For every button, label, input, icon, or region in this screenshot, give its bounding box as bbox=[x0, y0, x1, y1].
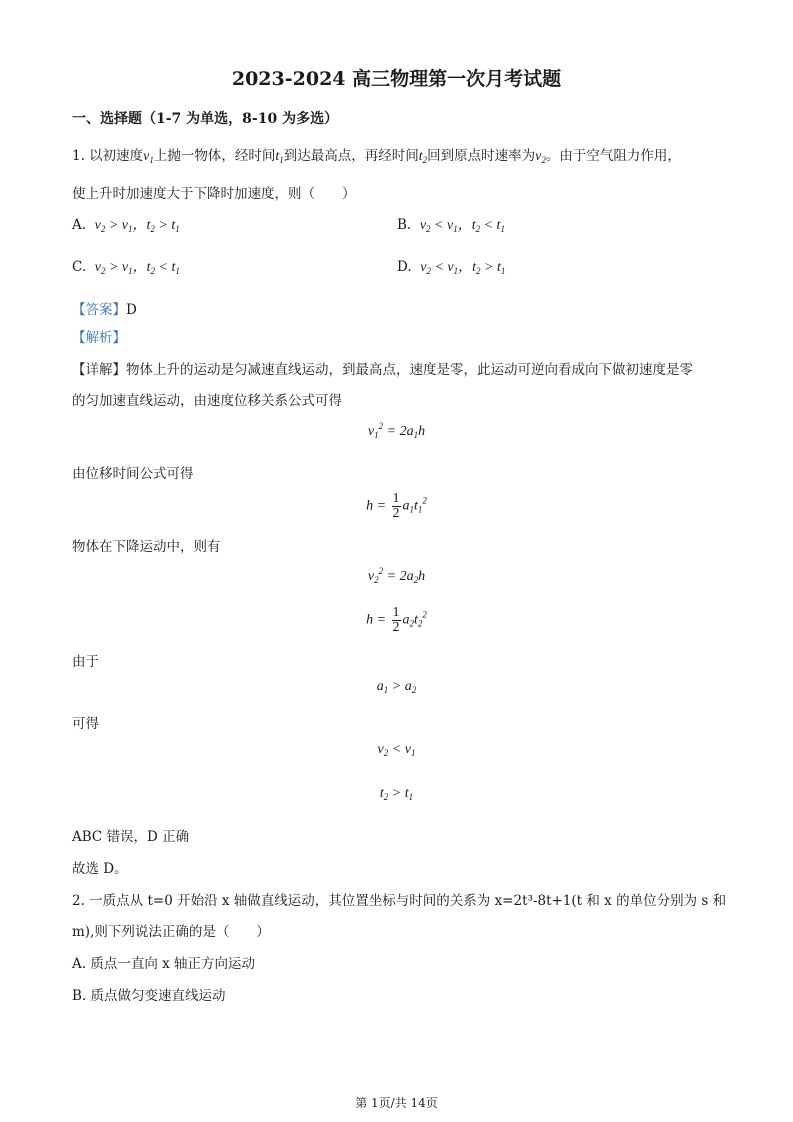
equation-v2-squared: $v_2^2 = 2a_2h$ bbox=[367, 566, 426, 585]
option-c[interactable]: C. $v_2 > v_1$，$t_2 < t_1$ bbox=[72, 259, 180, 276]
text-conclusion: ABC 错误，D 正确 bbox=[72, 829, 190, 845]
question-2-stem: 2. 一质点从 t=0 开始沿 x 轴做直线运动，其位置坐标与时间的关系为 x=2t³-8t+1(t 和 x 的单位分别为 s 和 bbox=[72, 893, 727, 909]
answer-tag: 【答案】 bbox=[72, 302, 126, 318]
equation-v2-lt-v1: $v_2 < v_1$ bbox=[377, 742, 416, 758]
answer-line bbox=[72, 298, 137, 318]
formula-t2: $t_2$ bbox=[418, 149, 428, 165]
text-thus: 可得 bbox=[72, 716, 99, 732]
text-since: 由于 bbox=[72, 654, 99, 670]
formula-v1: $v_1$ bbox=[143, 149, 154, 165]
answer-value: D bbox=[126, 302, 137, 318]
detail-line-1: 【详解】物体上升的运动是匀减速直线运动，到最高点，速度是零，此运动可逆向看成向下做初速度是零 bbox=[72, 362, 693, 378]
text-choose: 故选 D。 bbox=[72, 861, 128, 877]
text-displacement-time: 由位移时间公式可得 bbox=[72, 466, 194, 482]
section-heading: 一、选择题（1-7 为单选，8-10 为多选） bbox=[72, 111, 339, 127]
question-2-stem-line2: m),则下列说法正确的是（ ） bbox=[72, 924, 270, 940]
question-1-stem: 1. 以初速度$v_1$上抛一物体，经时间$t_1$到达最高点，再经时间$t_2$回到原点时速率为$v_2$。由于空气阻力作用， bbox=[72, 148, 681, 165]
question-1-stem-line2: 使上升时加速度大于下降时加速度，则（ ） bbox=[72, 186, 356, 202]
equation-v1-squared: $v_1^2 = 2a_1h$ bbox=[367, 421, 426, 440]
q2-option-a[interactable]: A. 质点一直向 x 轴正方向运动 bbox=[72, 956, 256, 972]
detail-line-2: 的匀加速直线运动，由速度位移关系公式可得 bbox=[72, 393, 342, 409]
formula-v2: $v_2$ bbox=[535, 149, 546, 165]
q2-option-b[interactable]: B. 质点做匀变速直线运动 bbox=[72, 988, 226, 1004]
option-d[interactable]: D. $v_2 < v_1$，$t_2 > t_1$ bbox=[397, 259, 506, 276]
formula-t1: $t_1$ bbox=[275, 149, 284, 165]
equation-a1-gt-a2: $a_1 > a_2$ bbox=[376, 679, 417, 695]
page-footer: 第 1页/共 14页 bbox=[355, 1096, 438, 1110]
option-a[interactable]: A. $v_2 > v_1$，$t_2 > t_1$ bbox=[72, 217, 180, 234]
text-descending: 物体在下降运动中，则有 bbox=[72, 539, 221, 555]
page-title: 2023-2024 高三物理第一次月考试题 bbox=[231, 68, 562, 90]
equation-t2-gt-t1: $t_2 > t_1$ bbox=[379, 786, 414, 802]
equation-h-a1-t1: h = $\frac{1}{2}$ $a_1t_1^2$ bbox=[366, 491, 427, 521]
equation-h-a2-t2: h = $\frac{1}{2}$ $a_2t_2^2$ bbox=[366, 605, 427, 635]
analysis-tag: 【解析】 bbox=[72, 330, 126, 346]
option-b[interactable]: B. $v_2 < v_1$，$t_2 < t_1$ bbox=[397, 217, 505, 234]
